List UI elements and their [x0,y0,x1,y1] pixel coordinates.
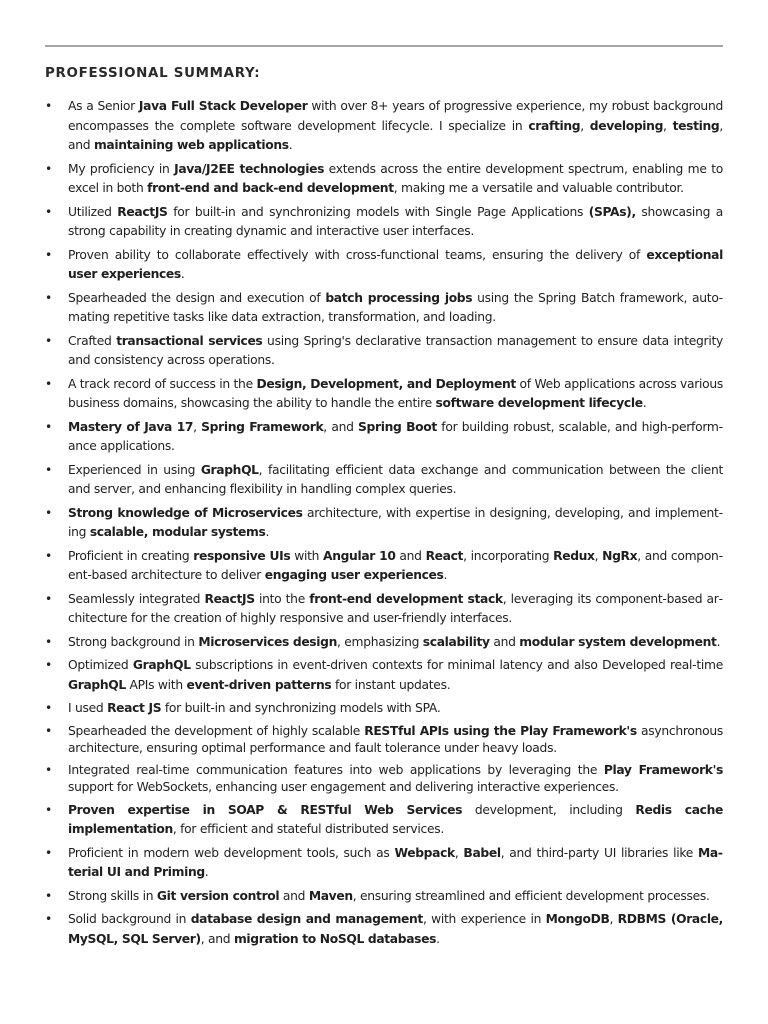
bold-text: Redis cache implementation [68,802,723,836]
text-run: Strong background in [68,634,199,649]
bold-text: exceptional user experiences [68,247,723,281]
summary-item [45,723,723,758]
bold-text: (SPAs), [588,204,636,219]
summary-item [45,375,723,414]
text-run: . [265,525,270,539]
bold-text: software development lifecycle [435,396,643,410]
bold-text: Git version control [156,888,280,903]
bold-text: crafting [528,118,581,133]
text-run: . [288,138,293,152]
summary-item [45,887,723,907]
bullet-glyph: • [45,591,52,606]
text-run: Seamlessly integrated [68,591,205,606]
summary-item [45,289,723,328]
text-run: Integrated real-time communication features into web applications by leveraging the [68,762,604,777]
text-run: support for WebSockets, enhancing user engagement and delivering interactive experiences. [68,780,619,794]
summary-item [45,590,723,629]
summary-item [45,699,723,719]
text-run: . [716,634,721,649]
text-run: Optimized [68,658,133,672]
summary-item [45,801,723,840]
text-run: , for efficient and stateful distributed services. [172,822,445,836]
bold-text: Mastery of Java 17 [68,419,194,434]
text-run: . [642,396,647,410]
text-run: , and [68,118,723,152]
text-run: development, including [462,802,636,817]
section-heading: PROFESSIONAL SUMMARY: [45,66,261,81]
bold-text: testing [672,118,720,133]
text-run: subscriptions in event-driven contexts for minimal latency and also Developed real-time [190,658,723,672]
text-run: I used [68,701,108,715]
text-run: Proven ability to collaborate effectively with cross-functional teams, ensuring the delivery of [68,247,647,262]
text-run: , emphasizing [337,634,423,649]
summary-item [45,633,723,653]
bullet-glyph: • [45,912,52,926]
text-run: . [204,865,209,879]
bold-text: front-end development stack [309,591,503,606]
text-run: , [580,118,590,133]
bold-text: Java Full Stack Developer [138,99,308,113]
bullet-glyph: • [45,762,52,777]
bold-text: developing [589,118,664,133]
bold-text: Strong knowledge of Microservices [68,505,303,520]
bold-text: batch processing jobs [325,290,473,305]
bold-text: Java/J2EE technologies [174,161,325,176]
summary-item [45,504,723,543]
text-run: Proficient in creating [68,548,194,563]
top-divider [45,45,723,47]
bold-text: Design, Development, and Deployment [256,376,516,391]
summary-item [45,461,723,500]
text-run: , and [200,931,234,946]
text-run: , [663,118,673,133]
text-run: , and component-based architecture to deliver [68,548,724,582]
text-run: using the Spring Batch framework, automating repetitive tasks like data extraction, transformation, and loading. [68,290,724,324]
text-run: into the [254,591,310,606]
bold-text: NgRx [602,548,638,563]
summary-item [45,97,723,156]
bold-text: Webpack [394,845,455,860]
bold-text: GraphQL [132,658,191,672]
bold-text: React JS [107,701,162,715]
text-run: , facilitating efficient data exchange and communication between the client and server, and enhancing flexibility in handling complex queries. [68,462,723,496]
bold-text: Proven expertise in SOAP & RESTful Web Services [68,802,463,817]
bullet-glyph: • [45,802,52,817]
text-run: , leveraging its component-based architecture for the creation of highly responsive and user-friendly interfaces. [68,591,723,625]
text-run: Solid background in [68,912,191,926]
text-run: Proficient in modern web development tools, such as [68,845,395,860]
text-run: My proficiency in [68,161,175,176]
text-run: , and third-party UI libraries like [500,845,699,860]
summary-item [45,203,723,242]
text-run: showcasing a strong capability in creating dynamic and interactive user interfaces. [68,204,723,238]
bold-text: React [425,548,464,563]
summary-item [45,910,723,949]
bold-text: responsive UIs [193,548,291,563]
bold-text: Play Framework's [603,762,724,777]
bold-text: ReactJS [204,591,255,606]
text-run: , incorporating [463,548,554,563]
text-run: Utilized [68,204,118,219]
bullet-glyph: • [45,888,52,903]
text-run: , [454,845,464,860]
bold-text: transactional services [116,333,263,348]
bold-text: Spring Boot [358,419,437,434]
bullet-glyph: • [45,419,52,434]
bold-text: engaging user experiences [264,568,444,582]
text-run: and [489,634,520,649]
bold-text: modular system development [519,634,717,649]
summary-item [45,418,723,457]
text-run: with over 8+ years of progressive experience, my robust background encompasses the complete software development lifecycle. I specialize in [68,99,723,133]
text-run: of Web applications across various business domains, showcasing the ability to handle the entire [68,376,723,410]
bullet-glyph: • [45,634,52,649]
bold-text: RDBMS (Oracle, MySQL, SQL Server) [68,912,723,946]
bold-text: event-driven patterns [186,677,332,692]
text-run: , making me a versatile and valuable contributor. [393,181,684,195]
bold-text: GraphQL [200,462,259,477]
text-run: using Spring's declarative transaction management to ensure data integrity and consistency across operations. [68,333,723,367]
text-run: , and [323,419,359,434]
text-run: . [443,568,448,582]
text-run: . [180,267,185,281]
text-run: . [436,931,440,946]
text-run: Experienced in using [68,462,201,477]
bold-text: Babel [463,845,501,860]
summary-item [45,246,723,285]
text-run: A track record of success in the [68,376,257,391]
text-run: APIs with [125,677,187,692]
bold-text: GraphQL [68,677,126,692]
bullet-glyph: • [45,333,52,348]
bullet-glyph: • [45,376,52,391]
text-run: , ensuring streamlined and efficient development processes. [352,888,710,903]
bullet-glyph: • [45,845,52,860]
bold-text: maintaining web applications [93,138,289,152]
text-run: with [290,548,324,563]
summary-item [45,160,723,199]
bullet-glyph: • [45,701,52,715]
bullet-glyph: • [45,204,52,219]
text-run: , with experience in [422,912,546,926]
bullet-glyph: • [45,658,52,672]
bold-text: Maven [308,888,353,903]
bold-text: Microservices design [198,634,337,649]
bullet-glyph: • [45,290,52,305]
text-run: asynchronous architecture, ensuring optimal performance and fault tolerance under heavy loads. [68,723,723,755]
text-run: and [395,548,426,563]
bold-text: ReactJS [117,204,168,219]
bullet-glyph: • [45,723,52,738]
summary-item [45,332,723,371]
text-run: Spearheaded the design and execution of [68,290,326,305]
text-run: Strong skills in [68,888,157,903]
bold-text: scalability [422,634,490,649]
bold-text: Spring Framework [201,419,324,434]
bold-text: Angular 10 [323,548,396,563]
summary-item [45,844,723,883]
text-run: for instant updates. [331,677,451,692]
bold-text: migration to NoSQL databases [233,931,437,946]
bullet-glyph: • [45,548,52,563]
bold-text: front-end and back-end development [147,181,394,195]
bold-text: RESTful APIs using the Play Framework's [364,723,637,738]
bullet-glyph: • [45,161,52,176]
text-run: , [609,912,618,926]
bold-text: MongoDB [545,912,610,926]
text-run: , [594,548,603,563]
text-run: , [193,419,202,434]
bold-text: Redux [553,548,595,563]
text-run: Spearheaded the development of highly scalable [68,723,365,738]
summary-list [45,97,723,953]
bullet-glyph: • [45,505,52,520]
text-run: for building robust, scalable, and high-performance applications. [68,419,724,453]
text-run: As a Senior [68,99,139,113]
summary-item [45,762,723,797]
text-run: and [279,888,309,903]
text-run: architecture, with expertise in designing, developing, and implementing [68,505,724,539]
bold-text: database design and management [190,912,423,926]
bullet-glyph: • [45,462,52,477]
bullet-glyph: • [45,247,52,262]
bold-text: Material UI and Priming [68,845,723,879]
bold-text: scalable, modular systems [89,525,266,539]
text-run: for built-in and synchronizing models with SPA. [161,701,441,715]
summary-item [45,656,723,695]
summary-item [45,547,723,586]
bullet-glyph: • [45,99,52,113]
text-run: for built-in and synchronizing models with Single Page Applications [167,204,589,219]
text-run: extends across the entire development spectrum, enabling me to excel in both [68,161,724,195]
text-run: Crafted [68,333,117,348]
